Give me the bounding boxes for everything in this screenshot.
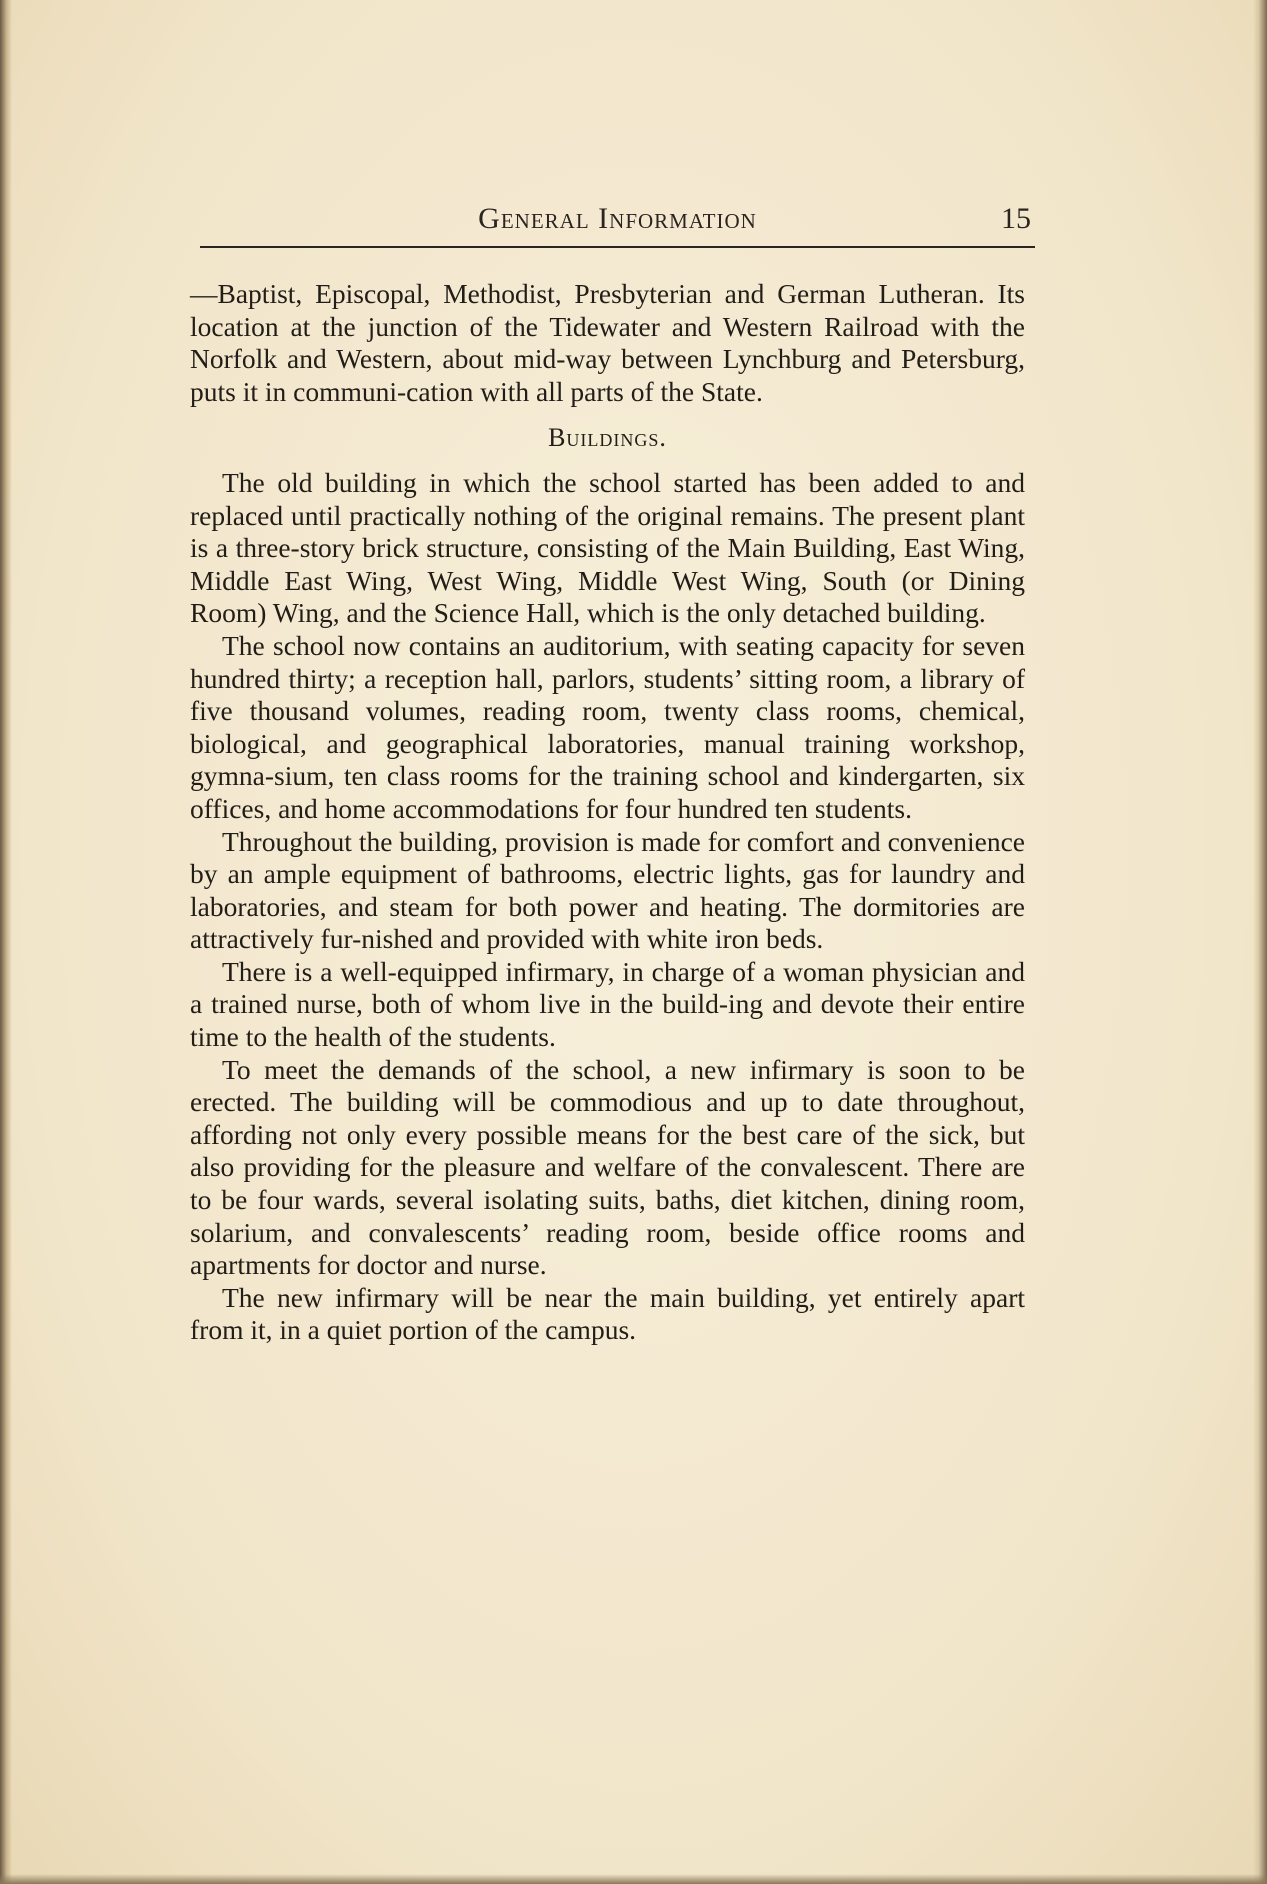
paragraph-new-infirmary: To meet the demands of the school, a new infirmary is soon to be erected. The building will be commodious and up to date throughout, affording not only every possible means for the best care of the sick, but also providing for the pleasure and welfare of the convalescent. There are to be four wards, several isolating suits, baths, diet kitchen, dining room, solarium, and convalescents’ reading room, beside office rooms and apartments for doctor and nurse. bbox=[190, 1053, 1025, 1281]
paragraph-infirmary-location: The new infirmary will be near the main building, yet entirely apart from it, in a quiet portion of the campus. bbox=[190, 1281, 1025, 1346]
paragraph-old-building: The old building in which the school started has been added to and replaced until practically nothing of the original remains. The present plant is a three-story brick structure, consisting of the Main Building, East Wing, Middle East Wing, West Wing, Middle West Wing, South (or Dining Room) Wing, and the Science Hall, which is the only detached building. bbox=[190, 466, 1025, 629]
running-header bbox=[200, 200, 1035, 248]
paragraph-school-contents: The school now contains an auditorium, with seating capacity for seven hundred thirty; a reception hall, parlors, students’ sitting room, a library of five thousand volumes, reading room, twenty class rooms, chemical, biological, and geographical laboratories, manual training workshop, gymna-sium, ten class rooms for the training school and kindergarten, six offices, and home accommodations for four hundred ten students. bbox=[190, 629, 1025, 824]
paragraph-denominations: —Baptist, Episcopal, Methodist, Presbyterian and German Lutheran. Its location at the junction of the Tidewater and Western Railroad with the Norfolk and Western, about mid-way between Lynchburg and Petersburg, puts it in communi-cation with all parts of the State. bbox=[190, 278, 1025, 407]
page-bottom-edge bbox=[0, 1874, 1267, 1884]
page-right-edge bbox=[1253, 0, 1267, 1884]
paragraph-infirmary: There is a well-equipped infirmary, in charge of a woman physician and a trained nurse, both of whom live in the build-ing and devote their entire time to the health of the students. bbox=[190, 955, 1025, 1053]
page-number: 15 bbox=[1001, 202, 1031, 235]
paragraph-building-provisions: Throughout the building, provision is made for comfort and convenience by an ample equipment of bathrooms, electric lights, gas for laundry and laboratories, and steam for both power and heating. The dormitories are attractively fur-nished and provided with white iron beds. bbox=[190, 825, 1025, 955]
section-heading-buildings: Buildings. bbox=[548, 423, 667, 453]
page-left-edge bbox=[0, 0, 12, 1884]
running-title: General Information bbox=[478, 202, 757, 235]
body-text bbox=[190, 278, 1025, 1347]
